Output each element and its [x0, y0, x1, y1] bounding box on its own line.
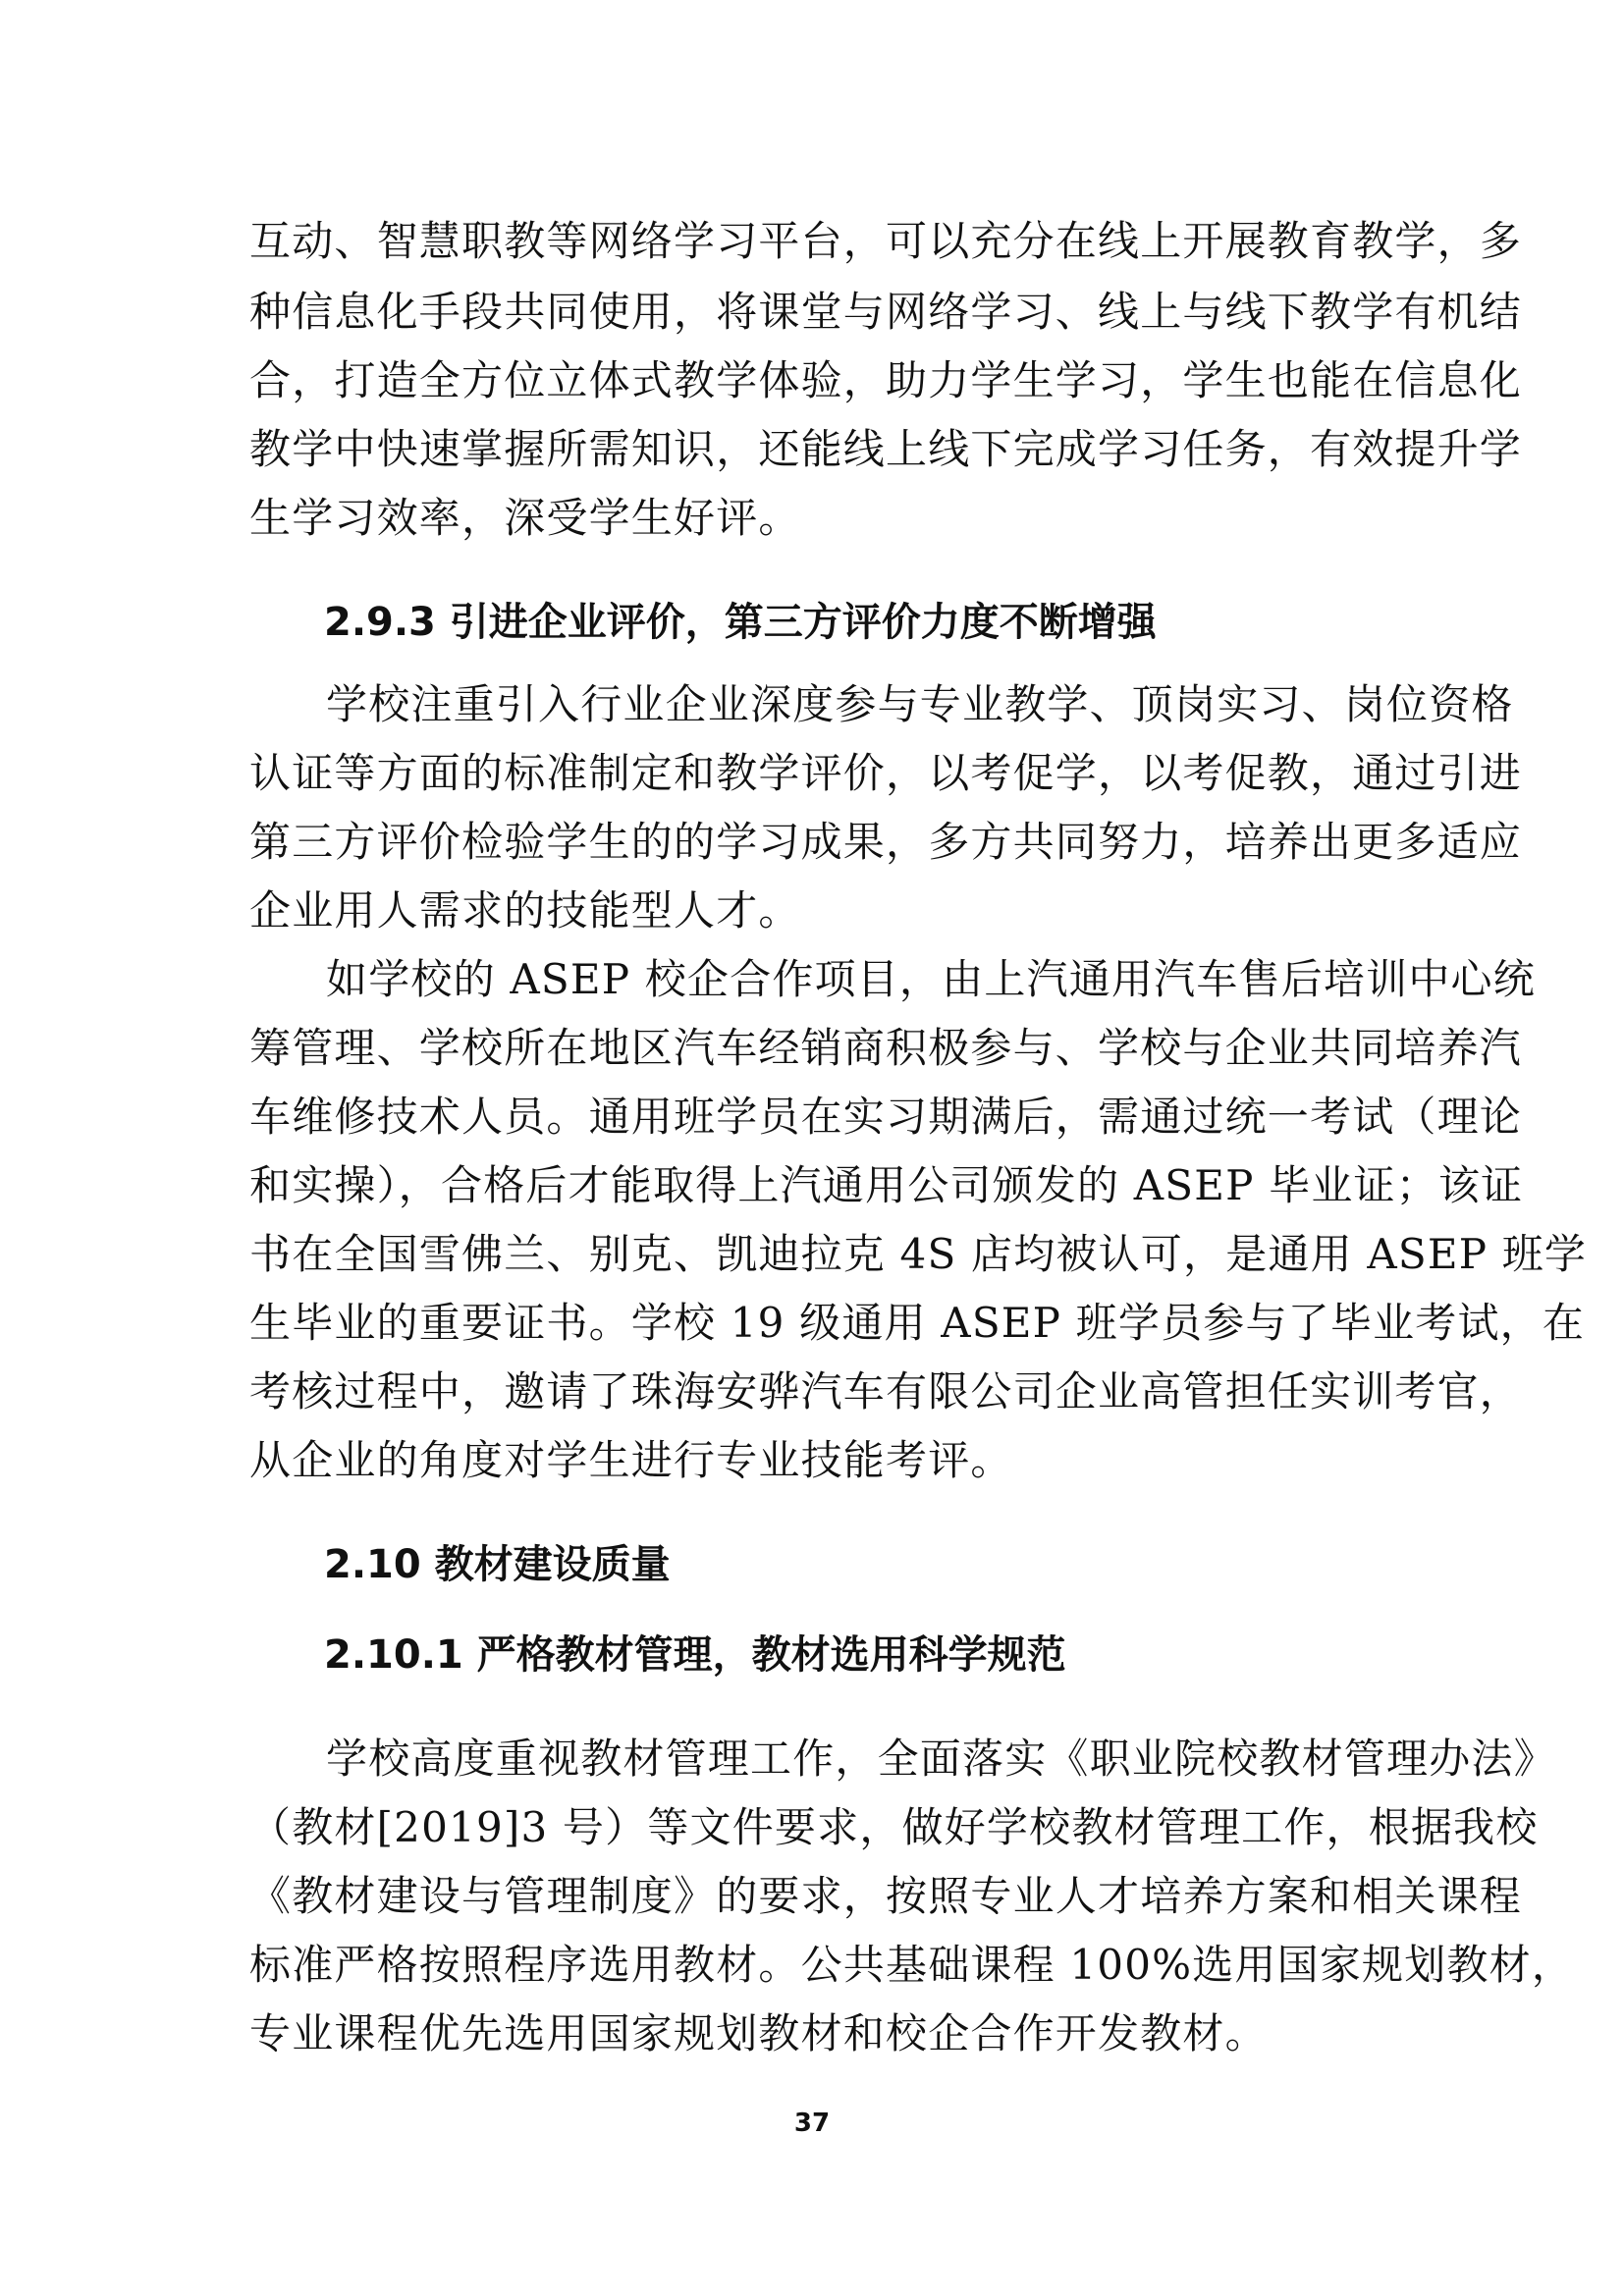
paragraph-4-line-5: 专业课程优先选用国家规划教材和校企合作开发教材。 [249, 2009, 1268, 2057]
paragraph-4-line-3: 《教材建设与管理制度》的要求，按照专业人才培养方案和相关课程 [249, 1872, 1523, 1920]
paragraph-3-line-4: 和实操），合格后才能取得上汽通用公司颁发的 ASEP 毕业证；该证 [249, 1161, 1524, 1209]
paragraph-4-line-2: （教材[2019]3 号）等文件要求，做好学校教材管理工作，根据我校 [249, 1803, 1539, 1851]
paragraph-2-line-3: 第三方评价检验学生的的学习成果，多方共同努力，培养出更多适应 [249, 818, 1523, 866]
paragraph-1-line-4: 教学中快速掌握所需知识，还能线上线下完成学习任务，有效提升学 [249, 425, 1523, 473]
paragraph-3-line-8: 从企业的角度对学生进行专业技能考评。 [249, 1436, 1013, 1484]
paragraph-3-line-1: 如学校的 ASEP 校企合作项目，由上汽通用汽车售后培训中心统 [326, 955, 1536, 1003]
section-heading-2-10: 2.10 教材建设质量 [324, 1542, 671, 1587]
page-number: 37 [793, 2109, 831, 2138]
paragraph-1-line-3: 合，打造全方位立体式教学体验，助力学生学习，学生也能在信息化 [249, 356, 1523, 404]
paragraph-1-line-5: 生学习效率，深受学生好评。 [249, 494, 801, 542]
paragraph-2-line-4: 企业用人需求的技能型人才。 [249, 886, 801, 934]
section-heading-2-10-1: 2.10.1 严格教材管理，教材选用科学规范 [324, 1632, 1066, 1678]
paragraph-4-line-1: 学校高度重视教材管理工作，全面落实《职业院校教材管理办法》 [326, 1735, 1556, 1783]
paragraph-3-line-7: 考核过程中，邀请了珠海安骅汽车有限公司企业高管担任实训考官， [249, 1367, 1523, 1415]
paragraph-3-line-6: 生毕业的重要证书。学校 19 级通用 ASEP 班学员参与了毕业考试，在 [249, 1299, 1586, 1347]
paragraph-2-line-2: 认证等方面的标准制定和教学评价，以考促学，以考促教，通过引进 [249, 749, 1523, 797]
paragraph-3-line-2: 筹管理、学校所在地区汽车经销商积极参与、学校与企业共同培养汽 [249, 1024, 1523, 1072]
paragraph-3-line-5: 书在全国雪佛兰、别克、凯迪拉克 4S 店均被认可，是通用 ASEP 班学 [249, 1230, 1588, 1278]
paragraph-2-line-1: 学校注重引入行业企业深度参与专业教学、顶岗实习、岗位资格 [326, 680, 1514, 728]
paragraph-1-line-1: 互动、智慧职教等网络学习平台，可以充分在线上开展教育教学，多 [249, 217, 1523, 265]
paragraph-4-line-4: 标准严格按照程序选用教材。公共基础课程 100%选用国家规划教材， [249, 1941, 1575, 1989]
paragraph-1-line-2: 种信息化手段共同使用，将课堂与网络学习、线上与线下教学有机结 [249, 288, 1523, 336]
paragraph-3-line-3: 车维修技术人员。通用班学员在实习期满后，需通过统一考试（理论 [249, 1093, 1523, 1141]
section-heading-2-9-3: 2.9.3 引进企业评价，第三方评价力度不断增强 [324, 600, 1157, 645]
